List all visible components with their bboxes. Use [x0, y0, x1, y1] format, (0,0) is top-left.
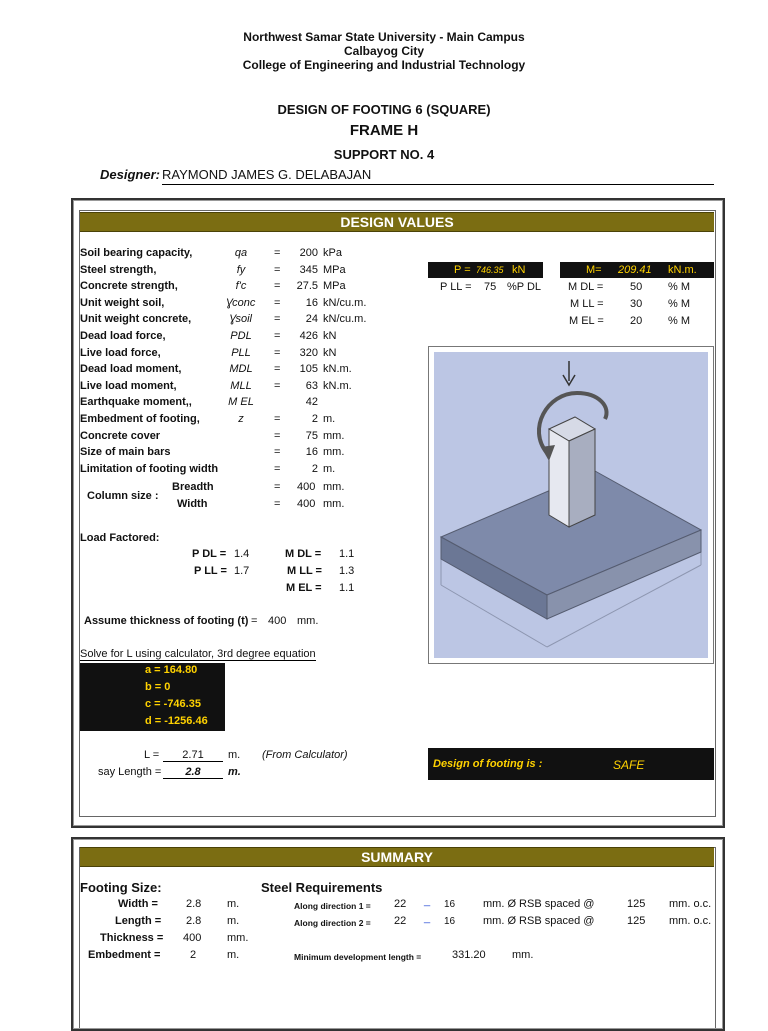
college-name: College of Engineering and Industrial Technology: [242, 58, 526, 72]
summary-title: SUMMARY: [80, 847, 714, 867]
row-symbol: MLL: [230, 380, 252, 392]
dir2-unit: mm. o.c.: [669, 915, 712, 927]
coef-b: b = 0: [145, 681, 171, 693]
dir2-count: 22: [394, 915, 407, 927]
dev-length-unit: mm.: [512, 949, 534, 961]
footing-diagram-frame: [428, 346, 714, 664]
row-value: 63: [305, 380, 318, 392]
row-symbol: Ɣsoil: [230, 313, 252, 325]
row-unit: kN.m.: [323, 380, 352, 392]
pdl-factor-label: P DL =: [192, 548, 227, 560]
design-title: DESIGN OF FOOTING 6 (SQUARE): [277, 102, 491, 117]
row-symbol: Ɣconc: [226, 297, 256, 309]
summary-thickness-value: 400: [183, 932, 202, 944]
row-equals: =: [274, 430, 281, 442]
row-label: Dead load moment,: [80, 363, 182, 375]
pll-factor-value: 1.7: [234, 565, 250, 577]
row-equals: =: [274, 330, 281, 342]
m-unit: kN.m.: [668, 264, 697, 276]
summary-length-unit: m.: [227, 915, 240, 927]
summary-thickness-label: Thickness =: [100, 932, 164, 944]
dir1-count: 22: [394, 898, 407, 910]
dir2-size: 16: [444, 916, 456, 927]
row-equals: =: [274, 380, 281, 392]
designer-underline: [162, 184, 714, 185]
row-label: Earthquake moment,,: [80, 396, 192, 408]
width-eq: =: [274, 498, 281, 510]
result-value: SAFE: [613, 758, 645, 772]
solve-label: Solve for L using calculator, 3rd degree equation: [80, 648, 316, 660]
row-value: 105: [299, 363, 318, 375]
row-unit: m.: [323, 463, 336, 475]
summary-inner: [79, 847, 716, 1028]
row-equals: =: [274, 280, 281, 292]
row-unit: kN: [323, 347, 337, 359]
summary-thickness-unit: mm.: [227, 932, 249, 944]
dev-length-label: Minimum development length =: [294, 952, 422, 962]
dir2-label: Along direction 2 =: [294, 918, 371, 928]
row-value: 24: [305, 313, 318, 325]
m-value: 209.41: [618, 264, 652, 276]
mdl-factor-value: 1.1: [339, 548, 355, 560]
city-name: Calbayog City: [343, 44, 424, 58]
row-symbol: PDL: [230, 330, 252, 342]
column-left-face: [549, 429, 569, 527]
row-unit: kN/cu.m.: [323, 297, 367, 309]
footing-size-label: Footing Size:: [80, 880, 162, 895]
row-equals: =: [274, 446, 281, 458]
load-factored-label: Load Factored:: [80, 532, 160, 544]
row-label: Live load force,: [80, 347, 161, 359]
summary-embedment-unit: m.: [227, 949, 240, 961]
summary-embedment-value: 2: [190, 949, 197, 961]
summary-length-label: Length =: [115, 915, 162, 927]
column-right-face: [569, 429, 595, 527]
row-value: 16: [305, 297, 318, 309]
thickness-value: 400: [268, 615, 287, 627]
coef-c: c = -746.35: [145, 698, 201, 710]
row-symbol: f'c: [235, 280, 247, 292]
breadth-eq: =: [274, 481, 281, 493]
summary-width-value: 2.8: [186, 898, 202, 910]
row-unit: MPa: [323, 264, 346, 276]
mdl-pct-value: 50: [630, 281, 643, 293]
row-unit: kN.m.: [323, 363, 352, 375]
row-unit: kN: [323, 330, 337, 342]
thickness-unit: mm.: [297, 615, 319, 627]
dir1-size: 16: [444, 899, 456, 910]
row-label: Size of main bars: [80, 446, 171, 458]
row-label: Concrete strength,: [80, 280, 178, 292]
dir1-spacing: 125: [627, 898, 646, 910]
l-value: 2.71: [163, 749, 223, 762]
row-equals: =: [274, 264, 281, 276]
row-equals: =: [274, 413, 281, 425]
p-unit: kN: [512, 264, 526, 276]
column-size-label: Column size :: [87, 490, 159, 502]
steel-requirements-label: Steel Requirements: [261, 880, 383, 895]
summary-width-unit: m.: [227, 898, 240, 910]
row-symbol: fy: [236, 264, 246, 276]
say-length-label: say Length =: [98, 766, 162, 778]
dir1-unit: mm. o.c.: [669, 898, 712, 910]
pll-pct-value: 75: [484, 281, 497, 293]
mel-factor-value: 1.1: [339, 582, 355, 594]
row-unit: MPa: [323, 280, 346, 292]
coef-a: a = 164.80: [145, 664, 198, 676]
row-symbol: z: [238, 413, 244, 425]
row-value: 320: [299, 347, 318, 359]
row-value: 345: [299, 264, 318, 276]
mll-pct-value: 30: [630, 298, 643, 310]
row-equals: =: [274, 463, 281, 475]
summary-length-value: 2.8: [186, 915, 202, 927]
row-value: 16: [305, 446, 318, 458]
breadth-unit: mm.: [323, 481, 345, 493]
dir1-dash: _: [424, 895, 431, 907]
p-value: 746.35: [476, 265, 504, 275]
pll-pct-label: P LL =: [440, 281, 472, 293]
row-equals: =: [274, 347, 281, 359]
pdl-factor-value: 1.4: [234, 548, 250, 560]
row-value: 75: [305, 430, 318, 442]
say-length-unit: m.: [228, 766, 241, 778]
width-value: 400: [297, 498, 316, 510]
width-unit: mm.: [323, 498, 345, 510]
row-label: Unit weight concrete,: [80, 313, 192, 325]
l-label: L =: [144, 749, 160, 761]
row-equals: =: [274, 363, 281, 375]
row-value: 42: [305, 396, 318, 408]
mll-factor-value: 1.3: [339, 565, 355, 577]
frame-title: FRAME H: [349, 122, 419, 139]
designer-name: RAYMOND JAMES G. DELABAJAN: [162, 167, 372, 182]
mdl-pct-label: M DL =: [568, 281, 604, 293]
dir1-label: Along direction 1 =: [294, 901, 371, 911]
say-length-value: 2.8: [163, 766, 223, 779]
row-value: 27.5: [296, 280, 318, 292]
result-label: Design of footing is :: [433, 758, 543, 770]
row-label: Steel strength,: [80, 264, 157, 276]
university-name: Northwest Samar State University - Main Campus: [243, 30, 525, 44]
row-label: Live load moment,: [80, 380, 177, 392]
dir1-text: mm. Ø RSB spaced @: [483, 898, 595, 910]
row-symbol: M EL: [228, 396, 254, 408]
mel-factor-label: M EL =: [286, 582, 322, 594]
pll-pct-unit: %P DL: [507, 281, 542, 293]
row-unit: kN/cu.m.: [323, 313, 367, 325]
width-label: Width: [177, 498, 208, 510]
summary-width-label: Width =: [118, 898, 158, 910]
row-label: Dead load force,: [80, 330, 166, 342]
p-label: P =: [454, 264, 471, 276]
design-values-title: DESIGN VALUES: [80, 212, 714, 232]
m-label: M=: [586, 264, 602, 276]
footing-diagram: [429, 347, 713, 663]
row-equals: =: [274, 247, 281, 259]
row-value: 2: [311, 413, 318, 425]
row-unit: kPa: [323, 247, 342, 259]
breadth-value: 400: [297, 481, 316, 493]
mdl-pct-unit: % M: [668, 281, 690, 293]
l-unit: m.: [228, 749, 241, 761]
row-symbol: MDL: [229, 363, 253, 375]
mll-pct-unit: % M: [668, 298, 690, 310]
row-symbol: PLL: [231, 347, 251, 359]
pll-factor-label: P LL =: [194, 565, 227, 577]
row-label: Embedment of footing,: [80, 413, 200, 425]
row-unit: m.: [323, 413, 336, 425]
thickness-label: Assume thickness of footing (t): [84, 615, 249, 627]
row-value: 2: [311, 463, 318, 475]
dev-length-value: 331.20: [452, 949, 486, 961]
breadth-label: Breadth: [172, 481, 214, 493]
mll-pct-label: M LL =: [570, 298, 604, 310]
dir2-text: mm. Ø RSB spaced @: [483, 915, 595, 927]
support-title: SUPPORT NO. 4: [333, 147, 435, 162]
mll-factor-label: M LL =: [287, 565, 322, 577]
thickness-eq: =: [251, 615, 258, 627]
coef-d: d = -1256.46: [145, 715, 208, 727]
mel-pct-value: 20: [630, 315, 643, 327]
row-label: Limitation of footing width: [80, 463, 219, 475]
row-label: Soil bearing capacity,: [80, 247, 193, 259]
summary-embedment-label: Embedment =: [88, 949, 161, 961]
row-equals: =: [274, 313, 281, 325]
mdl-factor-label: M DL =: [285, 548, 322, 560]
row-label: Concrete cover: [80, 430, 161, 442]
row-value: 200: [299, 247, 318, 259]
row-label: Unit weight soil,: [80, 297, 165, 309]
row-value: 426: [299, 330, 318, 342]
mel-pct-label: M EL =: [569, 315, 604, 327]
l-note: (From Calculator): [262, 749, 348, 761]
row-unit: mm.: [323, 446, 345, 458]
dir2-dash: _: [424, 912, 431, 924]
row-symbol: qa: [234, 247, 248, 259]
designer-label: Designer:: [100, 167, 160, 182]
row-equals: =: [274, 297, 281, 309]
row-unit: mm.: [323, 430, 345, 442]
dir2-spacing: 125: [627, 915, 646, 927]
mel-pct-unit: % M: [668, 315, 690, 327]
